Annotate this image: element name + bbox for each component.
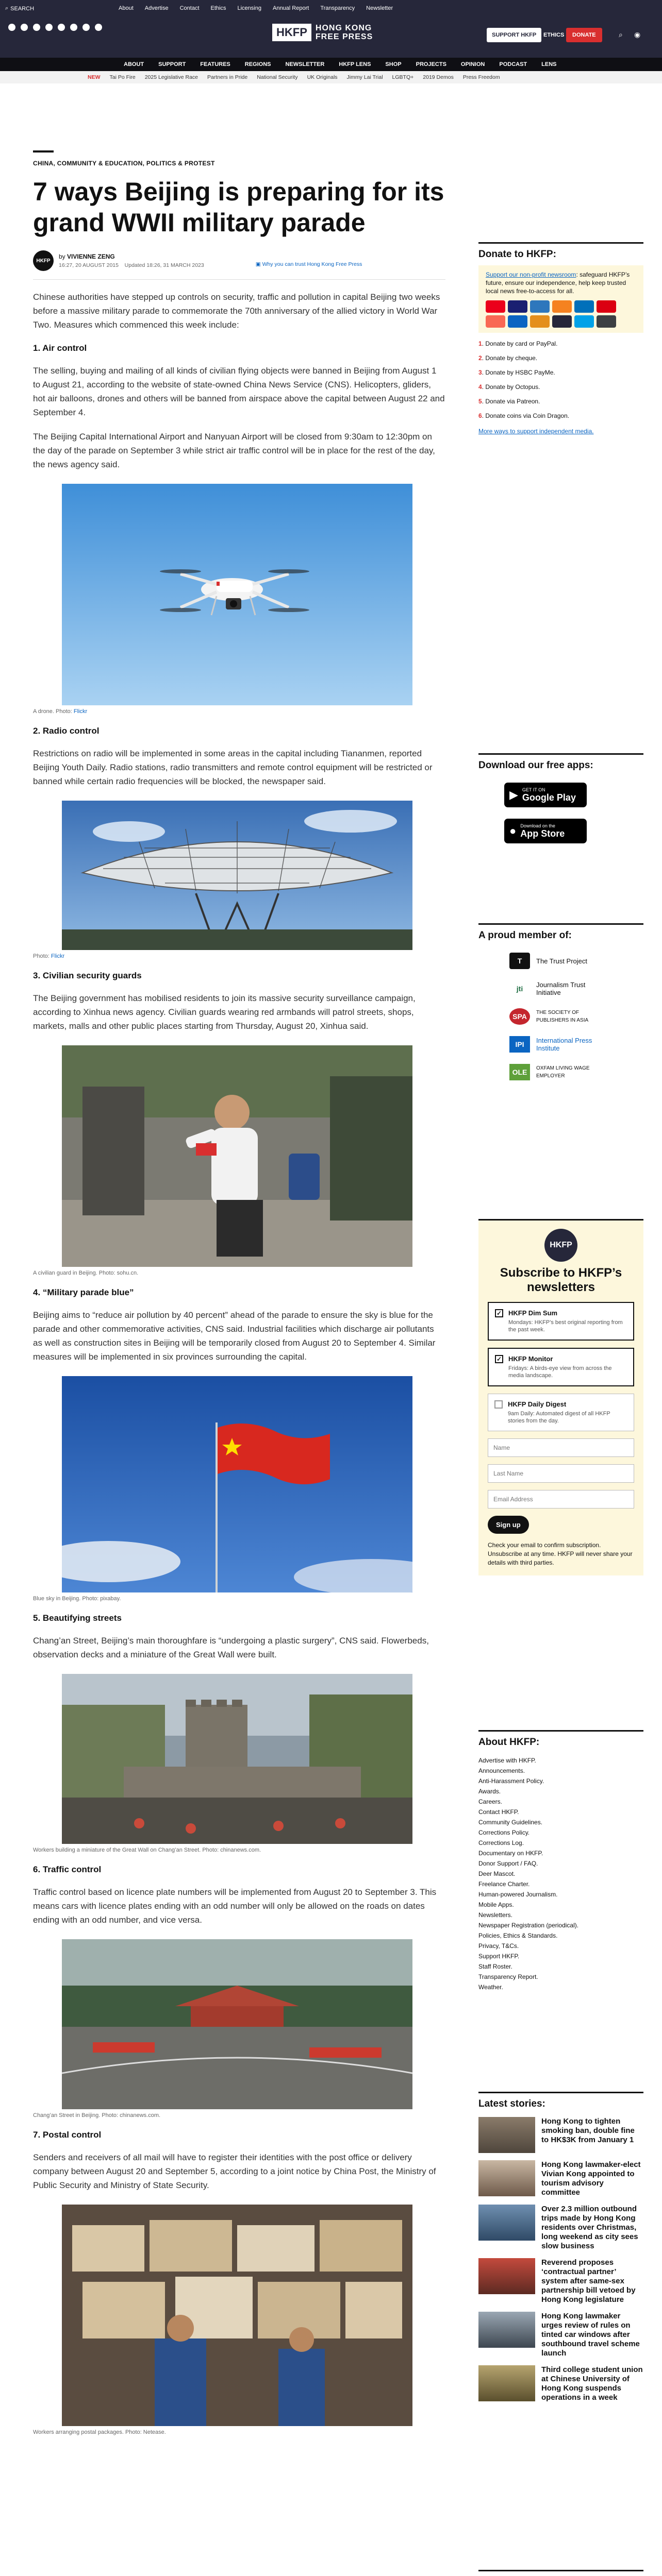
about-link[interactable]: Policies, Ethics & Standards. <box>478 1932 558 1939</box>
nav-item[interactable]: REGIONS <box>244 61 271 67</box>
photo-caption: Chang’an Street in Beijing. Photo: chinanews.com. <box>33 2112 161 2119</box>
article-paragraph: The Beijing Capital International Airport and Nanyuan Airport will be closed from 9:30am to 12:30pm on the day of the parade on September 3 while strict air traffic control will be in place for the rest of the day, the news agency said. <box>33 432 435 469</box>
section-heading: 7. Postal control <box>33 2130 102 2140</box>
member-org[interactable]: T The Trust Project <box>509 953 643 969</box>
article-paragraph: The selling, buying and mailing of all kinds of civilian flying objects were banned in Beijing from August 1 to August 21, according to the website of state-owned China News Service (CNS). Helicopters, gliders, hot air balloons, drones and others will be banned from airspace above the capital between August 22 and September 4. <box>33 366 445 417</box>
apps-widget <box>478 753 643 843</box>
top-link[interactable]: Licensing <box>237 5 261 11</box>
trending-link[interactable]: 2019 Demos <box>423 74 454 80</box>
drone-photo <box>62 484 412 705</box>
photo-caption: Workers arranging postal packages. Photo: Netease. <box>33 2429 166 2435</box>
article-figure <box>33 2205 445 2435</box>
checkbox[interactable]: ✓ <box>495 1309 503 1317</box>
linkedin-icon[interactable] <box>95 24 102 31</box>
email-field[interactable]: Email Address <box>488 1490 634 1509</box>
story-title: Reverend proposes ‘contractual partner’ system after same-sex partnership bill vetoed by Hong Kong legislature <box>541 2258 636 2304</box>
app-store-button[interactable]: ● Download on the App Store <box>504 819 587 843</box>
hkfp-emblem: HKFP <box>544 1229 577 1262</box>
trust-link[interactable]: ▣ Why you can trust Hong Kong Free Press <box>255 261 362 267</box>
googlepay-icon <box>597 315 616 328</box>
about-link[interactable]: Support HKFP. <box>478 1953 520 1960</box>
latest-widget <box>478 2092 643 2402</box>
nav-item[interactable]: SUPPORT <box>158 61 186 67</box>
new-badge: NEW <box>88 74 101 80</box>
donate-button[interactable]: DONATE <box>566 28 602 42</box>
applepay-icon <box>574 315 594 328</box>
nav-item[interactable]: FEATURES <box>200 61 230 67</box>
story-thumbnail <box>478 2205 535 2241</box>
story-thumbnail <box>478 2365 535 2401</box>
about-link[interactable]: Newsletters. <box>478 1911 513 1919</box>
trending-link[interactable]: Press Freedom <box>462 74 500 80</box>
unionpay-icon <box>552 315 572 328</box>
x-icon[interactable] <box>21 24 28 31</box>
nav-item[interactable]: HKFP LENS <box>339 61 371 67</box>
member-org[interactable]: jti Journalism Trust Initiative <box>509 980 643 997</box>
newsletter-title: Subscribe to HKFP’s newsletters <box>500 1266 622 1294</box>
story-item[interactable] <box>478 2312 643 2358</box>
logo-name: HONG KONG FREE PRESS <box>315 24 373 41</box>
article-figure <box>33 1045 445 1276</box>
trending-link[interactable]: LGBTQ+ <box>392 74 414 80</box>
donate-widget <box>478 242 643 435</box>
sopa-icon: SPA <box>509 1008 530 1025</box>
search-icon: ⌕ <box>5 5 9 11</box>
more-ways-link[interactable]: More ways to support independent media. <box>478 428 594 435</box>
discover-icon <box>552 300 572 313</box>
photo-caption: A civilian guard in Beijing. Photo: sohu.cn. <box>33 1270 139 1276</box>
checkbox[interactable]: ✓ <box>495 1355 503 1363</box>
byline-author: by VIVIENNE ZENG <box>59 253 115 260</box>
top-link[interactable]: About <box>119 5 134 11</box>
article-paragraph: Traffic control based on licence plate numbers will be implemented from August 20 to September 3. This means cars with licence plates ending with an odd number will only be allowed on the roads on dates ending with an odd number, and vice versa. <box>33 1887 437 1925</box>
nav-item[interactable]: PODCAST <box>499 61 527 67</box>
story-title: Hong Kong lawmaker urges review of rules on tinted car windows after southbound travel scheme launch <box>541 2312 640 2358</box>
top-link[interactable]: Ethics <box>210 5 226 11</box>
story-thumbnail <box>478 2160 535 2196</box>
member-widget <box>478 923 643 1080</box>
apple-icon: ● <box>509 824 517 837</box>
top-search-button[interactable] <box>5 5 34 12</box>
article-paragraph: Senders and receivers of all mail will have to register their identities with the post office or delivery company between August 20 and September 5, according to a joint notice by China Post, the Ministry of Public Security and Ministry of State Security. <box>33 2153 436 2190</box>
donate-title: Donate to HKFP: <box>478 242 643 260</box>
trending-link[interactable]: 2025 Legislative Race <box>144 74 198 80</box>
payment-icons <box>486 300 636 328</box>
ipi-icon: IPI <box>509 1036 530 1053</box>
about-link[interactable]: Advertise with HKFP. <box>478 1757 536 1764</box>
social-icons <box>8 24 102 31</box>
donate-method[interactable]: 3. Donate by HSBC PayMe. <box>478 369 555 376</box>
donate-method[interactable]: 2. Donate by cheque. <box>478 354 538 362</box>
patreon-icon <box>486 315 505 328</box>
section-heading: 2. Radio control <box>33 726 100 736</box>
newsletter-option[interactable]: HKFP Daily Digest 9am Daily: Automated digest of all HKFP stories from the day. <box>488 1394 634 1431</box>
article-intro: Chinese authorities have stepped up controls on security, traffic and pollution in capital Beijing two weeks before a massive military parade to commemorate the 70th anniversary of the allied victory in World War Two. Measures which commenced this week include: <box>33 292 440 330</box>
article-paragraph: Chang’an Street, Beijing’s main thoroughfare is “undergoing a plastic surgery”, CNS said. Flowerbeds, observation decks and a miniature of the Great Wall were built. <box>33 1636 429 1659</box>
caption-link[interactable]: Flickr <box>51 953 65 959</box>
donate-method[interactable]: 5. Donate via Patreon. <box>478 398 540 405</box>
photo-caption: A drone. Photo: Flickr <box>33 708 88 715</box>
top-link[interactable]: Advertise <box>144 5 169 11</box>
member-org[interactable]: IPI International Press Institute <box>509 1036 643 1053</box>
about-link[interactable]: Mobile Apps. <box>478 1901 514 1908</box>
blue-sky-flag-photo <box>62 1376 412 1592</box>
top-link[interactable]: Transparency <box>320 5 355 11</box>
about-link[interactable]: Documentary on HKFP. <box>478 1850 543 1857</box>
about-link[interactable]: Anti-Harassment Policy. <box>478 1777 544 1785</box>
photo-caption: Workers building a miniature of the Great Wall on Chang’an Street. Photo: chinanews.com. <box>33 1847 261 1853</box>
bluesky-icon[interactable] <box>58 24 65 31</box>
name-field[interactable]: Name <box>488 1438 634 1457</box>
section-heading: 1. Air control <box>33 343 87 353</box>
top-links <box>119 5 393 11</box>
photo-caption: Blue sky in Beijing. Photo: pixabay. <box>33 1596 121 1602</box>
author-avatar: HKFP <box>33 250 54 271</box>
about-link[interactable]: Privacy, T&Cs. <box>478 1942 519 1950</box>
about-link[interactable]: Corrections Log. <box>478 1839 524 1846</box>
story-item[interactable] <box>478 2258 643 2304</box>
about-list <box>478 1755 643 1992</box>
top-link[interactable]: Contact <box>179 5 200 11</box>
top-link[interactable]: Newsletter <box>366 5 393 11</box>
donate-method[interactable]: 4. Donate by Octopus. <box>478 383 540 391</box>
story-thumbnail <box>478 2117 535 2153</box>
article-figure <box>33 1674 445 1853</box>
newsletter-widget <box>478 1219 643 1575</box>
threads-icon[interactable] <box>45 24 53 31</box>
google-play-button[interactable]: ▶ GET IT ON Google Play <box>504 783 587 807</box>
payme-icon <box>597 300 616 313</box>
radio-dish-photo <box>62 801 412 950</box>
byline-date: 16:27, 20 AUGUST 2015 Updated 18:26, 31 MARCH 2023 <box>59 262 204 268</box>
about-link[interactable]: Human-powered Journalism. <box>478 1891 558 1898</box>
trending-link[interactable]: Jimmy Lai Trial <box>346 74 383 80</box>
about-widget <box>478 1730 643 1992</box>
story-item[interactable] <box>478 2160 643 2197</box>
article-paragraph: Beijing aims to “reduce air pollution by 40 percent” ahead of the parade to ensure the sky is blue for the parade and other commemorative activities, CNS said. Industrial facilities which discharge air pollutants as well as construction sites in Beijing will be temporarily closed from August 20 to September 4. Similar measures will be implemented in six provinces surrounding the capital. <box>33 1310 436 1362</box>
about-link[interactable]: Weather. <box>478 1984 503 1991</box>
article-figure <box>33 1939 445 2119</box>
trending-link[interactable]: National Security <box>257 74 298 80</box>
about-link[interactable]: Careers. <box>478 1798 503 1805</box>
story-thumbnail <box>478 2312 535 2348</box>
about-link[interactable]: Freelance Charter. <box>478 1880 530 1888</box>
article-figure <box>33 484 445 715</box>
section-heading: 5. Beautifying streets <box>33 1613 122 1623</box>
nav-item[interactable]: SHOP <box>385 61 402 67</box>
member-org[interactable]: SPA THE SOCIETY OF PUBLISHERS IN ASIA <box>509 1008 643 1025</box>
about-link[interactable]: Transparency Report. <box>478 1973 538 1980</box>
nav-item[interactable]: OPINION <box>460 61 485 67</box>
about-link[interactable]: Staff Roster. <box>478 1963 512 1970</box>
article-paragraph: Restrictions on radio will be implemented in some areas in the capital including Tiananmen, reported Beijing Youth Daily. Radio stations, radio transmitters and remote control equipment will be restricted or banned while certain radio frequencies will be blocked, the newspaper said. <box>33 749 433 786</box>
shield-icon: ▣ <box>255 261 261 267</box>
visa-icon <box>508 300 527 313</box>
trending-link[interactable]: Tai Po Fire <box>109 74 136 80</box>
photo-caption: Photo: Flickr <box>33 953 65 959</box>
donate-intro: Support our non-profit newsroom: safeguard HKFP’s future, ensure our independence, help keep trusted local news free-to-access for all. <box>486 271 630 295</box>
top-search-label: SEARCH <box>10 5 35 12</box>
article-title: 7 ways Beijing is preparing for its grand WWII military parade <box>33 177 444 237</box>
facebook-icon[interactable] <box>8 24 15 31</box>
great-wall-miniature-photo <box>62 1674 412 1844</box>
about-link[interactable]: Newspaper Registration (periodical). <box>478 1922 579 1929</box>
mastercard-icon <box>486 300 505 313</box>
oxfam-icon: OLE <box>509 1064 530 1080</box>
top-bar <box>0 0 662 18</box>
member-org[interactable]: OLE OXFAM LIVING WAGE EMPLOYER <box>509 1064 643 1080</box>
nav-item[interactable]: LENS <box>541 61 557 67</box>
changan-street-photo <box>62 1939 412 2109</box>
about-title: About HKFP: <box>478 1730 643 1748</box>
newsletter-fine-print: Check your email to confirm subscription. Unsubscribe at any time. HKFP will never share your details with third parties. <box>488 1541 633 1566</box>
about-link[interactable]: Community Guidelines. <box>478 1819 543 1826</box>
instagram-icon[interactable] <box>33 24 40 31</box>
story-title: Third college student union at Chinese University of Hong Kong suspends operations in a week <box>541 2365 643 2402</box>
story-title: Hong Kong to tighten smoking ban, double fine to HK$3K from January 1 <box>541 2117 635 2144</box>
about-link[interactable]: Deer Mascot. <box>478 1870 516 1877</box>
nav-item[interactable]: ABOUT <box>124 61 144 67</box>
features-title <box>478 2570 643 2576</box>
trending-link[interactable]: Partners in Pride <box>207 74 248 80</box>
about-link[interactable]: Awards. <box>478 1788 501 1795</box>
donate-box <box>478 265 643 333</box>
about-link[interactable]: Contact HKFP. <box>478 1808 519 1816</box>
sign-up-button[interactable]: Sign up <box>488 1516 529 1534</box>
title-rule <box>33 150 54 152</box>
author-link[interactable]: VIVIENNE ZENG <box>67 253 115 260</box>
telegram-icon[interactable] <box>82 24 90 31</box>
article-categories[interactable]: CHINA, COMMUNITY & EDUCATION, POLITICS & PROTEST <box>33 160 215 167</box>
section-heading: 4. “Military parade blue” <box>33 1287 134 1297</box>
last-name-field[interactable]: Last Name <box>488 1464 634 1483</box>
octopus-icon <box>530 315 550 328</box>
apps-title: Download our free apps: <box>478 753 643 771</box>
trust-project-icon: T <box>509 953 530 969</box>
about-link[interactable]: Corrections Policy. <box>478 1829 530 1836</box>
civilian-guard-photo <box>62 1045 412 1267</box>
story-title: Hong Kong lawmaker-elect Vivian Kong appointed to tourism advisory committee <box>541 2160 641 2197</box>
search-icon[interactable]: ⌕ <box>619 30 623 39</box>
donate-intro-link[interactable]: Support our non-profit newsroom <box>486 271 576 278</box>
about-link[interactable]: Announcements. <box>478 1767 525 1774</box>
byline <box>33 250 445 271</box>
jcb-icon <box>508 315 527 328</box>
article-paragraph: The Beijing government has mobilised residents to join its massive security surveillance campaign, according to Xinhua news agency. Civilian guards wearing red armbands will patrol streets, shops, markets, malls and other public places starting from Thursday, August 20, Xinhua said. <box>33 993 416 1031</box>
features-widget <box>478 2570 643 2576</box>
trending-link[interactable]: UK Originals <box>307 74 338 80</box>
story-item[interactable] <box>478 2117 643 2153</box>
logo-mark: HKFP <box>272 24 311 41</box>
article-figure <box>33 801 445 959</box>
site-header <box>0 18 662 58</box>
story-thumbnail <box>478 2258 535 2294</box>
nav-item[interactable]: NEWSLETTER <box>285 61 325 67</box>
user-icon[interactable]: ◉ <box>634 30 641 39</box>
main-nav <box>0 58 662 71</box>
article-figure <box>33 1376 445 1602</box>
donate-method[interactable]: 6. Donate coins via Coin Dragon. <box>478 412 570 419</box>
ethics-link[interactable]: ETHICS <box>543 32 565 38</box>
member-title: A proud member of: <box>478 923 643 941</box>
postal-packages-photo <box>62 2205 412 2426</box>
caption-link[interactable]: Flickr <box>73 708 88 715</box>
checkbox[interactable] <box>494 1400 503 1409</box>
story-item[interactable] <box>478 2365 643 2402</box>
latest-title: Latest stories: <box>478 2092 643 2110</box>
byline-divider <box>33 279 445 280</box>
paypal-icon <box>574 300 594 313</box>
google-play-icon: ▶ <box>509 788 518 801</box>
site-logo[interactable] <box>272 24 373 41</box>
jti-icon: jti <box>516 985 523 993</box>
trending-bar <box>0 71 662 83</box>
newsletter-option[interactable]: ✓ HKFP Dim Sum Mondays: HKFP’s best original reporting from the past week. <box>488 1302 634 1341</box>
amex-icon <box>530 300 550 313</box>
about-link[interactable]: Donor Support / FAQ. <box>478 1860 538 1867</box>
top-link[interactable]: Annual Report <box>272 5 309 11</box>
section-heading: 6. Traffic control <box>33 1865 102 1874</box>
article <box>33 150 445 2435</box>
story-item[interactable] <box>478 2205 643 2251</box>
donate-method[interactable]: 1. Donate by card or PayPal. <box>478 340 558 347</box>
nav-item[interactable]: PROJECTS <box>416 61 446 67</box>
story-title: Over 2.3 million outbound trips made by Hong Kong residents over Christmas, long weekend as city sees slow business <box>541 2205 638 2250</box>
support-button[interactable]: SUPPORT HKFP <box>487 28 541 42</box>
section-heading: 3. Civilian security guards <box>33 971 142 980</box>
youtube-icon[interactable] <box>70 24 77 31</box>
newsletter-option[interactable]: ✓ HKFP Monitor Fridays: A birds-eye view from across the media landscape. <box>488 1348 634 1386</box>
